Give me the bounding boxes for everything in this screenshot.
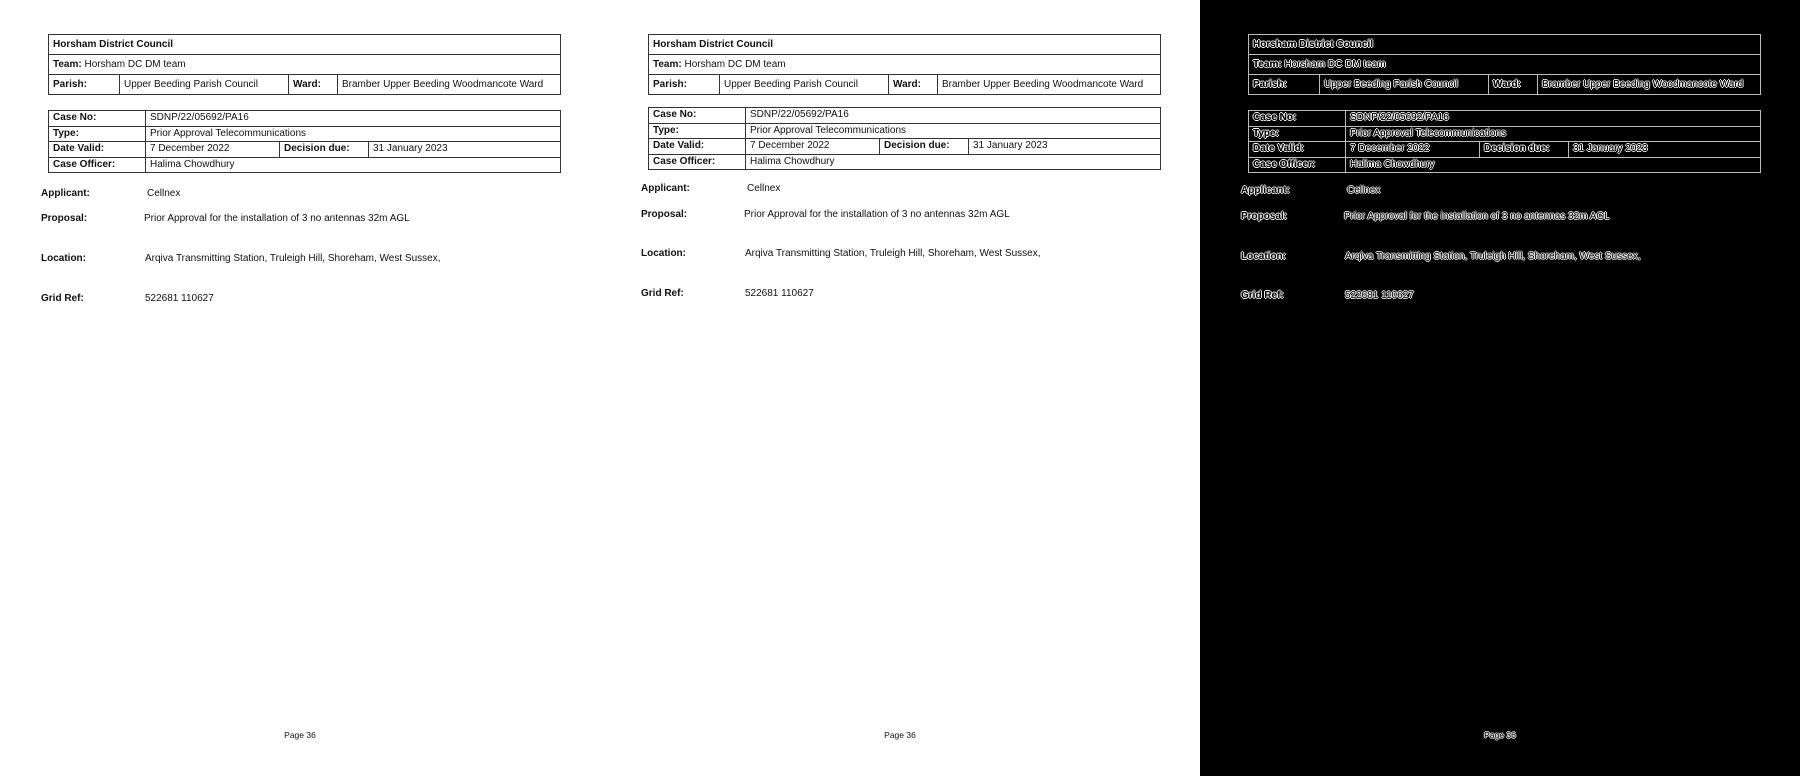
grid-ref-value: 522681 110627: [145, 293, 214, 304]
decision-due-value: 31 January 2023: [1569, 142, 1761, 158]
date-valid-label: Date Valid:: [649, 139, 746, 155]
date-valid-value: 7 December 2022: [746, 139, 880, 155]
case-table: [48, 110, 561, 173]
type-label: Type:: [649, 123, 746, 139]
grid-ref-label: Grid Ref:: [641, 288, 684, 299]
ward-label: Ward:: [1489, 75, 1538, 95]
applicant-value: Cellnex: [747, 183, 781, 194]
ward-value: Bramber Upper Beeding Woodmancote Ward: [338, 75, 561, 95]
applicant-value: Cellnex: [147, 188, 181, 199]
header-table: [48, 34, 561, 95]
team-label: Team:: [1253, 59, 1282, 70]
type-value: Prior Approval Telecommunications: [746, 123, 1161, 139]
parish-label: Parish:: [649, 75, 720, 95]
location-value: Arqiva Transmitting Station, Truleigh Hill, Shoreham, West Sussex,: [145, 253, 441, 264]
decision-due-label: Decision due:: [1480, 142, 1569, 158]
ward-label: Ward:: [289, 75, 338, 95]
applicant-value: Cellnex: [1347, 185, 1381, 196]
case-officer-value: Halima Chowdhury: [146, 157, 561, 173]
grid-ref-value: 522681 110627: [745, 288, 814, 299]
document-page-original: [0, 0, 600, 776]
parish-value: Upper Beeding Parish Council: [120, 75, 289, 95]
date-valid-value: 7 December 2022: [1346, 142, 1480, 158]
case-officer-label: Case Officer:: [649, 154, 746, 170]
applicant-label: Applicant:: [1241, 185, 1290, 196]
team-row: [649, 55, 1161, 75]
case-table: [648, 107, 1161, 170]
case-no-value: SDNP/22/05692/PA16: [746, 108, 1161, 124]
parish-value: Upper Beeding Parish Council: [720, 75, 889, 95]
proposal-value: Prior Approval for the installation of 3 no antennas 32m AGL: [1344, 211, 1610, 222]
parish-label: Parish:: [1249, 75, 1320, 95]
header-table: [1248, 34, 1761, 95]
type-value: Prior Approval Telecommunications: [146, 126, 561, 142]
case-no-label: Case No:: [49, 111, 146, 127]
grid-ref-label: Grid Ref:: [1241, 290, 1284, 301]
page-number: Page 36: [884, 730, 916, 740]
case-no-label: Case No:: [649, 108, 746, 124]
council-name: Horsham District Council: [1249, 35, 1761, 55]
document-page-copy: [600, 0, 1200, 776]
parish-value: Upper Beeding Parish Council: [1320, 75, 1489, 95]
proposal-label: Proposal:: [1241, 211, 1288, 222]
type-value: Prior Approval Telecommunications: [1346, 126, 1761, 142]
decision-due-label: Decision due:: [280, 142, 369, 158]
case-no-value: SDNP/22/05692/PA16: [1346, 111, 1761, 127]
date-valid-label: Date Valid:: [49, 142, 146, 158]
grid-ref-value: 522681 110627: [1345, 290, 1414, 301]
parish-label: Parish:: [49, 75, 120, 95]
decision-due-label: Decision due:: [880, 139, 969, 155]
team-row: [1249, 55, 1761, 75]
team-value: Horsham DC DM team: [84, 59, 186, 70]
location-label: Location:: [41, 253, 86, 264]
case-officer-value: Halima Chowdhury: [746, 154, 1161, 170]
case-no-value: SDNP/22/05692/PA16: [146, 111, 561, 127]
team-row: [49, 55, 561, 75]
council-name: Horsham District Council: [49, 35, 561, 55]
header-table: [648, 34, 1161, 95]
document-page-inverted: [1200, 0, 1800, 776]
applicant-label: Applicant:: [641, 183, 690, 194]
team-label: Team:: [53, 59, 82, 70]
applicant-label: Applicant:: [41, 188, 90, 199]
ward-value: Bramber Upper Beeding Woodmancote Ward: [938, 75, 1161, 95]
case-officer-label: Case Officer:: [49, 157, 146, 173]
type-label: Type:: [1249, 126, 1346, 142]
proposal-label: Proposal:: [641, 209, 688, 220]
council-name: Horsham District Council: [649, 35, 1161, 55]
case-table: [1248, 110, 1761, 173]
case-officer-value: Halima Chowdhury: [1346, 157, 1761, 173]
team-label: Team:: [653, 59, 682, 70]
ward-label: Ward:: [889, 75, 938, 95]
date-valid-value: 7 December 2022: [146, 142, 280, 158]
location-label: Location:: [641, 248, 686, 259]
case-no-label: Case No:: [1249, 111, 1346, 127]
team-value: Horsham DC DM team: [1284, 59, 1386, 70]
location-value: Arqiva Transmitting Station, Truleigh Hill, Shoreham, West Sussex,: [1345, 251, 1641, 262]
team-value: Horsham DC DM team: [684, 59, 786, 70]
decision-due-value: 31 January 2023: [369, 142, 561, 158]
page-number: Page 36: [284, 730, 316, 740]
location-label: Location:: [1241, 251, 1286, 262]
decision-due-value: 31 January 2023: [969, 139, 1161, 155]
ward-value: Bramber Upper Beeding Woodmancote Ward: [1538, 75, 1761, 95]
grid-ref-label: Grid Ref:: [41, 293, 84, 304]
proposal-label: Proposal:: [41, 213, 88, 224]
location-value: Arqiva Transmitting Station, Truleigh Hill, Shoreham, West Sussex,: [745, 248, 1041, 259]
date-valid-label: Date Valid:: [1249, 142, 1346, 158]
type-label: Type:: [49, 126, 146, 142]
proposal-value: Prior Approval for the installation of 3 no antennas 32m AGL: [144, 213, 410, 224]
proposal-value: Prior Approval for the installation of 3 no antennas 32m AGL: [744, 209, 1010, 220]
case-officer-label: Case Officer:: [1249, 157, 1346, 173]
page-number: Page 36: [1484, 730, 1516, 740]
